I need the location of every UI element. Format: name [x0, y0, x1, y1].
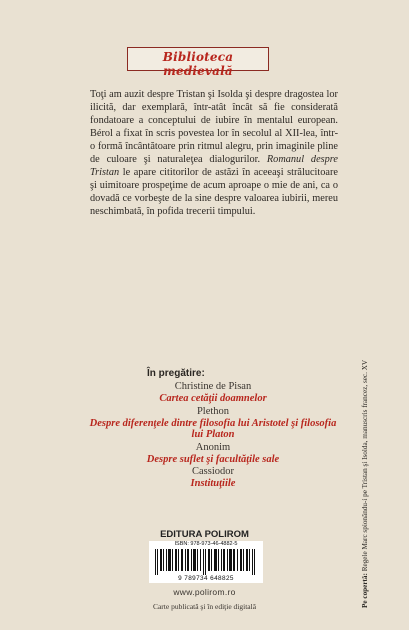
- book-blurb: [90, 88, 338, 218]
- caption-prefix: Pe copertă:: [361, 573, 369, 608]
- series-label-box: [127, 47, 269, 78]
- blurb-book-title: Romanul despre Tristan: [90, 154, 338, 178]
- list-item: [83, 466, 343, 490]
- forthcoming-author: Anonim: [195, 441, 231, 453]
- forthcoming-author: Plethon: [196, 405, 230, 417]
- barcode-digits: 9 789734 648825: [178, 575, 234, 582]
- forthcoming-author: Christine de Pisan: [174, 381, 252, 392]
- forthcoming-title: Cartea cetăţii doamnelor: [159, 393, 267, 404]
- list-item: [83, 406, 343, 441]
- cover-image-caption: [360, 268, 370, 608]
- forthcoming-title: Despre diferenţele dintre filosofia lui Aristotel şi filosofia lui Platon: [89, 417, 337, 440]
- digital-edition-note: Carte publicată şi în ediţie digitală: [152, 602, 257, 611]
- list-item: [83, 381, 343, 405]
- forthcoming-title: Despre suflet şi facultăţile sale: [146, 453, 280, 465]
- blurb-text-part1: Toţi am auzit despre Tristan şi Isolda şi despre dragostea lor ilicită, dar exemplară, într-atât încât să fie considerată fondatoare a conceptului de iubire în mentalul european. Bérol a fixat în scris povestea lor în secolul al XII-lea, într-o formă încântătoare prin ritmul alegru, prin imaginile pline de culoare şi naturaleţea dialogurilor.: [90, 89, 338, 165]
- publisher-name: EDITURA POLIROM: [160, 529, 249, 540]
- forthcoming-title: Instituţiile: [190, 478, 236, 489]
- publisher-website: www.polirom.ro: [173, 587, 236, 597]
- series-title: Biblioteca medievală: [162, 50, 234, 78]
- list-item: [83, 442, 343, 466]
- forthcoming-author: Cassiodor: [192, 466, 234, 477]
- in-preparation-list: [83, 381, 343, 491]
- isbn-number: ISBN: 978-973-46-4882-5: [174, 541, 238, 547]
- barcode-bars: [155, 549, 257, 575]
- isbn-barcode: [149, 541, 263, 583]
- in-preparation-heading: În pregătire:: [147, 368, 205, 379]
- blurb-text-part2: le apare cititorilor de astăzi în aceeaşi strălucitoare şi uimitoare prospeţime de acum aproape o mie de ani, ca o dovadă ce vorbeşte de la sine despre valoarea iubirii, mereu neschimbată, în pofida trecerii timpului.: [90, 167, 338, 217]
- caption-text: Regele Marc spionându-i pe Tristan şi Isolda, manuscris francez, sec. XV: [361, 359, 369, 574]
